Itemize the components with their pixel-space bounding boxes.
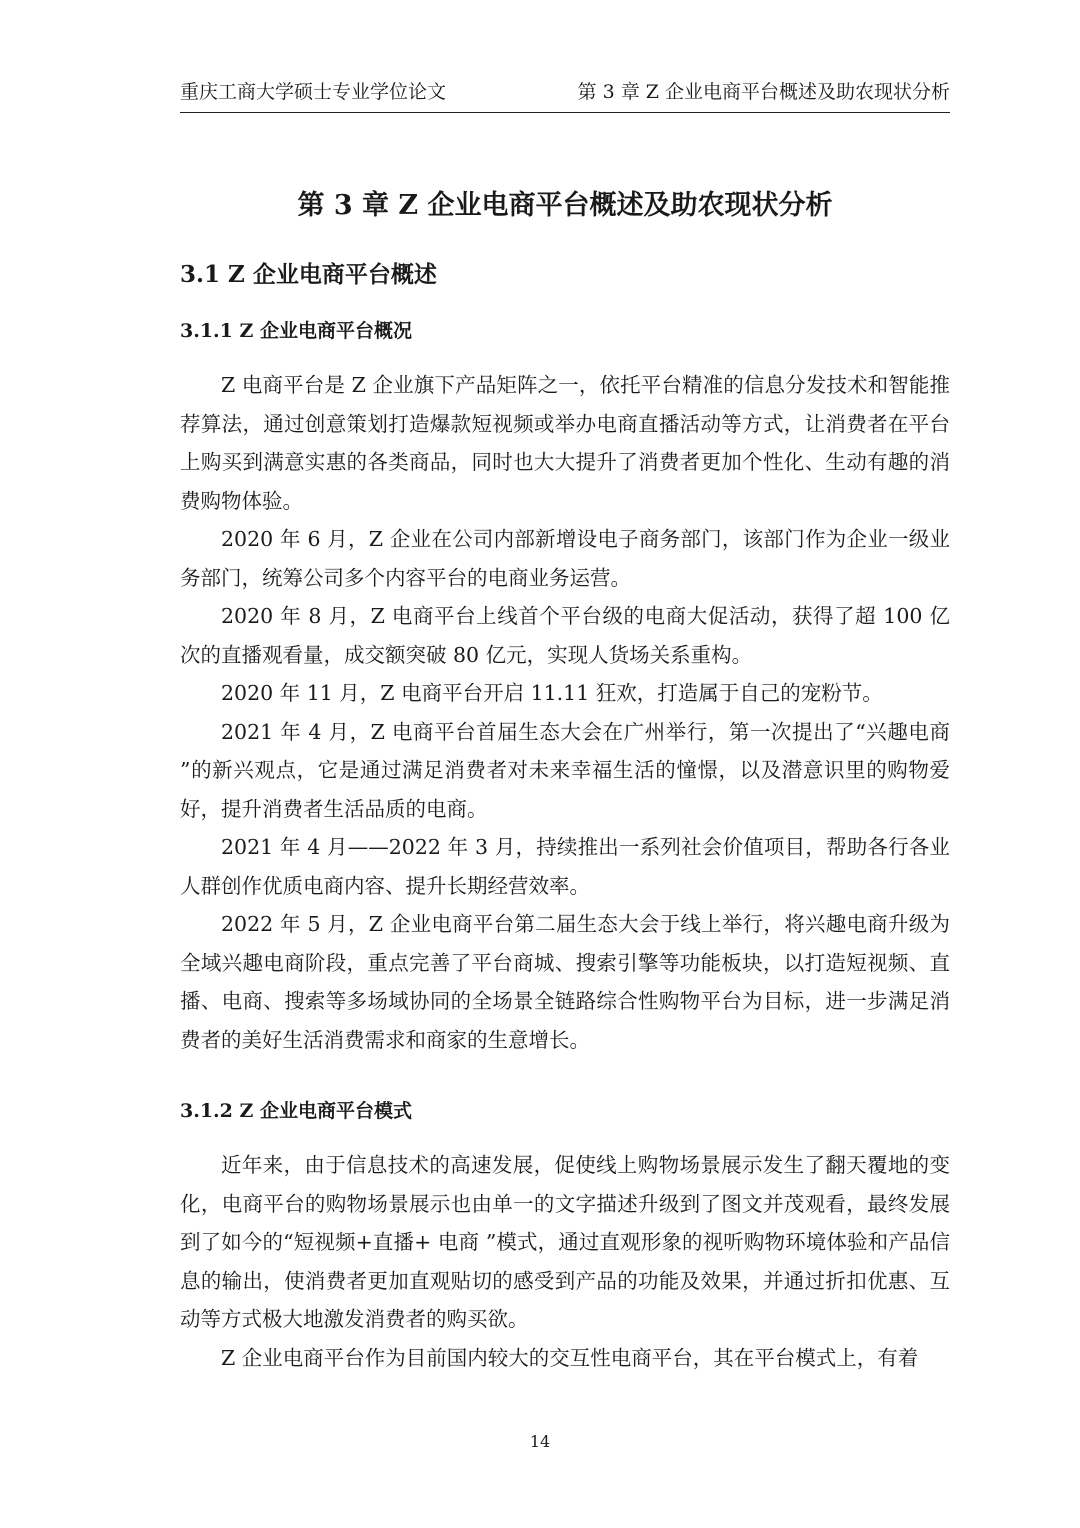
paragraph: 2020 年 6 月，Z 企业在公司内部新增设电子商务部门，该部门作为企业一级业务部门，统筹公司多个内容平台的电商业务运营。 bbox=[180, 527, 950, 590]
chapter-title: 第 3 章 Z 企业电商平台概述及助农现状分析 bbox=[297, 190, 833, 221]
header-right-chapter-title: 第 3 章 Z 企业电商平台概述及助农现状分析 bbox=[577, 81, 950, 103]
paragraph: 近年来，由于信息技术的高速发展，促使线上购物场景展示发生了翻天覆地的变化，电商平台的购物场景展示也由单一的文字描述升级到了图文并茂观看，最终发展到了如今的“短视频+直播+ 电商 ”模式，通过直观形象的视听购物环境体验和产品信息的输出，使消费者更加直观贴切的感受到产品的功能及效果，并通过折扣优惠、互动等方式极大地激发消费者的购买欲。 bbox=[180, 1153, 950, 1331]
model-paragraphs bbox=[180, 1146, 950, 1377]
page-number: 14 bbox=[529, 1432, 551, 1451]
paragraph: Z 企业电商平台作为目前国内较大的交互性电商平台，其在平台模式上，有着 bbox=[221, 1345, 919, 1370]
running-header bbox=[180, 80, 950, 104]
subsection-heading-model: 3.1.2 Z 企业电商平台模式 bbox=[180, 1100, 412, 1122]
header-left-thesis-title: 重庆工商大学硕士专业学位论文 bbox=[180, 81, 447, 103]
subsection-heading-overview: 3.1.1 Z 企业电商平台概况 bbox=[180, 320, 412, 342]
paragraph: 2020 年 8 月，Z 电商平台上线首个平台级的电商大促活动，获得了超 100 亿次的直播观看量，成交额突破 80 亿元，实现人货场关系重构。 bbox=[180, 604, 950, 667]
paragraph: 2022 年 5 月，Z 企业电商平台第二届生态大会于线上举行，将兴趣电商升级为全域兴趣电商阶段，重点完善了平台商城、搜索引擎等功能板块，以打造短视频、直播、电商、搜索等多场域协同的全场景全链路综合性购物平台为目标，进一步满足消费者的美好生活消费需求和商家的生意增长。 bbox=[180, 912, 950, 1052]
paragraph: 2021 年 4 月，Z 电商平台首届生态大会在广州举行，第一次提出了“兴趣电商 ”的新兴观点，它是通过满足消费者对未来幸福生活的憧憬，以及潜意识里的购物爱好，提升消费者生活品质的电商。 bbox=[180, 719, 950, 821]
overview-paragraphs bbox=[180, 366, 950, 1059]
paragraph: Z 电商平台是 Z 企业旗下产品矩阵之一，依托平台精准的信息分发技术和智能推荐算法，通过创意策划打造爆款短视频或举办电商直播活动等方式，让消费者在平台上购买到满意实惠的各类商品，同时也大大提升了消费者更加个性化、生动有趣的消费购物体验。 bbox=[180, 373, 950, 513]
section-heading: 3.1 Z 企业电商平台概述 bbox=[180, 261, 437, 288]
paragraph: 2020 年 11 月，Z 电商平台开启 11.11 狂欢，打造属于自己的宠粉节。 bbox=[221, 681, 883, 705]
header-divider bbox=[180, 112, 950, 113]
paragraph: 2021 年 4 月——2022 年 3 月，持续推出一系列社会价值项目，帮助各行各业人群创作优质电商内容、提升长期经营效率。 bbox=[180, 835, 950, 898]
